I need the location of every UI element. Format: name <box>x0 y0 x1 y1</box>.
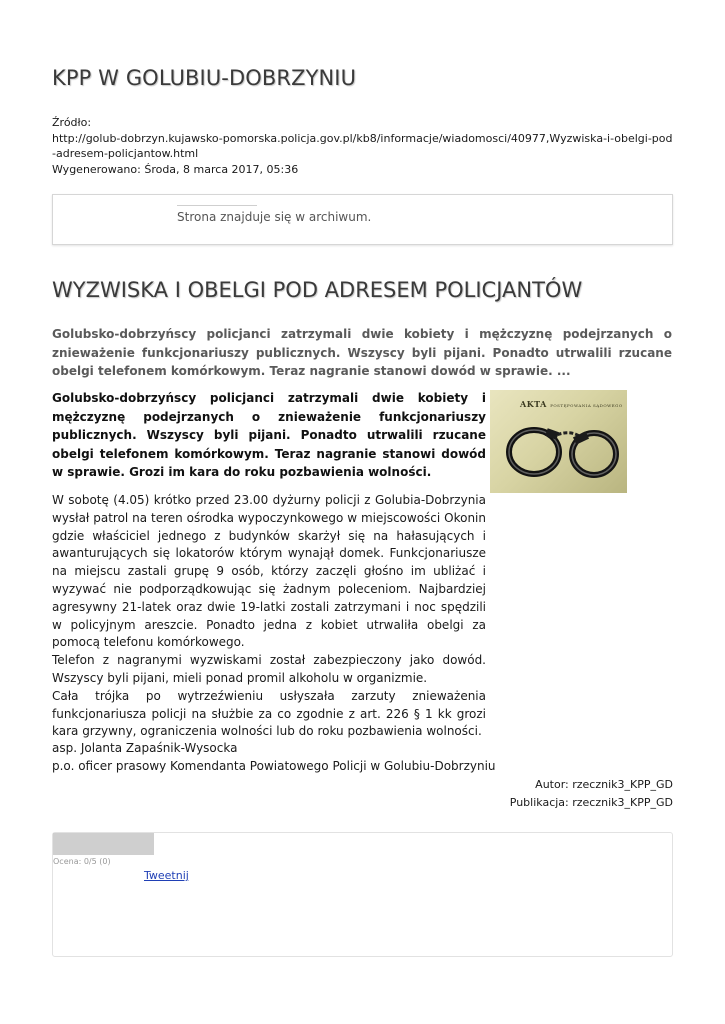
author: Autor: rzecznik3_KPP_GD <box>535 778 673 791</box>
tweet-link[interactable]: Tweetnij <box>144 869 189 882</box>
publication: Publikacja: rzecznik3_KPP_GD <box>509 796 673 809</box>
photo-label-main: AKTA <box>520 399 547 409</box>
rating-text: Ocena: 0/5 (0) <box>53 857 111 866</box>
signature <box>52 740 502 776</box>
archive-divider <box>177 205 257 206</box>
document-meta <box>52 115 674 177</box>
article-paragraph: W sobotę (4.05) krótko przed 23.00 dyżurny policji z Golubia-Dobrzynia wysłał patrol na teren ośrodka wypoczynkowego w miejscowości Okonin gdzie właściciel jednego z budynków skarżył się na hałasujących i awanturujących się lokatorów którym wynajął domek. Funkcjonariusze na miejscu zastali grupę 9 osób, którzy zaczęli głośno im ubliżać i wyzywać nie podporządkowując się żadnym poleceniom. Najbardziej agresywny 21-latek oraz dwie 19-latki zostali zatrzymani i noc spędzili w policyjnym areszcie. Ponadto jedna z kobiet utrwaliła obelgi za pomocą telefonu komórkowego. <box>52 493 486 650</box>
photo-label-sub: POSTĘPOWANIA SĄDOWEGO <box>550 403 623 408</box>
article-credits <box>510 776 673 812</box>
source-url[interactable]: http://golub-dobrzyn.kujawsko-pomorska.policja.gov.pl/kb8/informacje/wiadomosci/40977,Wyzwiska-i-obelgi-pod-adresem-policjantow.html <box>52 131 673 160</box>
article-title: WYZWISKA I OBELGI POD ADRESEM POLICJANTÓW <box>52 278 583 302</box>
signature-role: p.o. oficer prasowy Komendanta Powiatowego Policji w Golubiu-Dobrzyniu <box>52 758 496 773</box>
source-label: Źródło: <box>52 116 92 129</box>
rating-panel <box>52 832 673 957</box>
article-body <box>52 492 486 741</box>
article-lead: Golubsko-dobrzyńscy policjanci zatrzymali dwie kobiety i mężczyznę podejrzanych o znieważenie funkcjonariuszy publicznych. Wszyscy byli pijani. Ponadto utrwalili rzucane obelgi telefonem komórkowym. Teraz nagranie stanowi dowód w sprawie. ... <box>52 327 672 378</box>
handcuffs-photo <box>490 390 627 493</box>
generated-date: Wygenerowano: Środa, 8 marca 2017, 05:36 <box>52 162 299 176</box>
article-paragraph: Telefon z nagranymi wyzwiskami został zabezpieczony jako dowód. Wszyscy byli pijani, mieli ponad promil alkoholu w organizmie. <box>52 653 486 685</box>
article-intro: Golubsko-dobrzyńscy policjanci zatrzymali dwie kobiety i mężczyznę podejrzanych o znieważenie funkcjonariuszy publicznych. Wszyscy byli pijani. Ponadto utrwalili rzucane obelgi telefonem komórkowym. Teraz nagranie stanowi dowód w sprawie. Grozi im kara do roku pozbawienia wolności. <box>52 391 486 479</box>
archive-notice: Strona znajduje się w archiwum. <box>177 210 372 224</box>
archive-notice-box <box>52 194 673 245</box>
handcuffs-icon <box>490 390 627 493</box>
rating-stars[interactable] <box>53 833 154 855</box>
article-paragraph: Cała trójka po wytrzeźwieniu usłyszała zarzuty znieważenia funkcjonariusza policji na służbie za co zgodnie z art. 226 § 1 kk grozi kara grzywny, ograniczenia wolności lub do roku pozbawienia wolności. <box>52 688 486 739</box>
site-title: KPP W GOLUBIU-DOBRZYNIU <box>52 66 357 90</box>
signature-name: asp. Jolanta Zapaśnik-Wysocka <box>52 741 238 755</box>
